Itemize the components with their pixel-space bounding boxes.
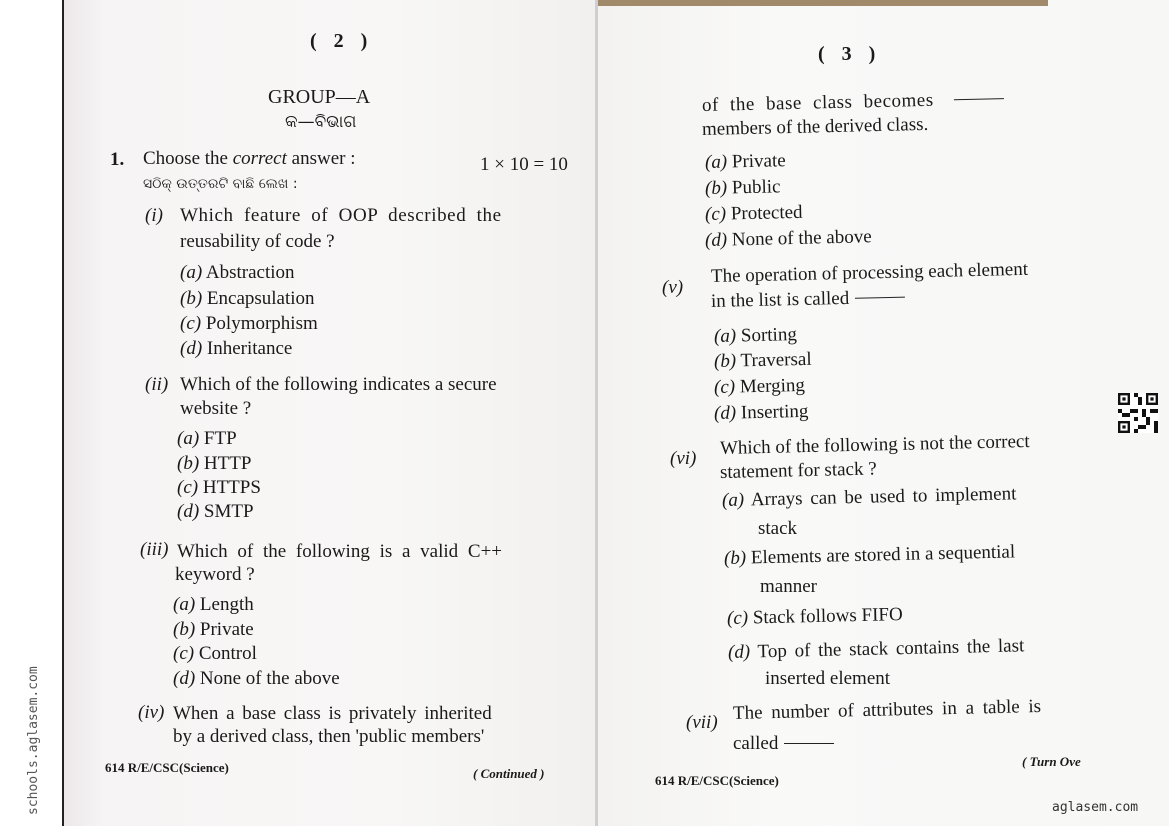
instruction-odia: ସଠିକ୍ ଉତ୍ତରଟି ବାଛି ଲେଖ : (143, 176, 298, 192)
option: (d) Top of the stack contains the last (727, 635, 1025, 663)
continued-note: ( Continued ) (473, 766, 545, 781)
option: (c) Protected (704, 201, 803, 225)
question-i-number: (i) (145, 205, 163, 226)
option: (b) Traversal (713, 348, 812, 372)
question-iii-line2: keyword ? (175, 564, 255, 585)
group-title: GROUP—A (268, 86, 371, 108)
marks: 1 × 10 = 10 (480, 154, 568, 175)
option-continuation: manner (760, 576, 817, 597)
question-vii-number: (vii) (686, 712, 718, 733)
turn-over-note: ( Turn Ove (1022, 754, 1081, 769)
option: (a) Private (704, 150, 786, 173)
question-ii-line2: website ? (180, 398, 252, 419)
question-vi-number: (vi) (670, 448, 697, 469)
option: (c) Control (173, 643, 257, 664)
watermark-bottom-right: aglasem.com (1052, 800, 1139, 815)
option: (b) Private (173, 619, 254, 640)
question-vii-line2: called (733, 733, 834, 755)
option-continuation: stack (758, 518, 798, 539)
option: (d) Inheritance (180, 338, 293, 359)
option: (a) Length (173, 594, 254, 615)
option: (a) Sorting (713, 324, 798, 347)
question-v-line1: The operation of processing each element (710, 258, 1029, 287)
question-vi-line1: Which of the following is not the correct (719, 430, 1030, 459)
question-number: 1. (110, 149, 125, 170)
page-number-left: ( 2 ) (310, 30, 374, 52)
option: (a) Arrays can be used to implement (721, 483, 1017, 511)
continuation-line1: of the base class becomes (702, 88, 1004, 117)
question-v-number: (v) (662, 277, 684, 298)
watermark-vertical: schools.aglasem.com (26, 666, 41, 815)
question-i-line1: Which feature of OOP described the (180, 205, 502, 226)
option: (b) Elements are stored in a sequential (723, 541, 1016, 569)
question-iv-line1: When a base class is privately inherited (173, 703, 492, 724)
option: (d) Inserting (713, 400, 809, 424)
option: (b) HTTP (177, 453, 252, 474)
question-i-line2: reusability of code ? (180, 231, 335, 252)
option: (b) Public (704, 176, 781, 199)
question-ii-line1: Which of the following indicates a secure (180, 374, 497, 395)
instruction: Choose the correct answer : (143, 148, 356, 169)
option: (d) None of the above (173, 668, 340, 689)
question-vi-line2: statement for stack ? (719, 458, 877, 483)
group-title-odia: କ—ବିଭାଗ (285, 112, 357, 132)
question-ii-number: (ii) (145, 374, 169, 395)
qr-code-icon (1118, 393, 1158, 433)
option: (b) Encapsulation (180, 288, 315, 309)
question-iii-number: (iii) (140, 539, 169, 560)
question-vii-line1: The number of attributes in a table is (732, 696, 1042, 724)
option: (c) Merging (713, 374, 806, 398)
question-iv-line2: by a derived class, then 'public members' (173, 726, 485, 747)
page-top-edge (598, 0, 1048, 6)
question-iii-line1: Which of the following is a valid C++ (177, 541, 503, 562)
option: (a) Abstraction (180, 262, 295, 283)
continuation-line2: members of the derived class. (701, 113, 929, 140)
option-continuation: inserted element (765, 668, 891, 689)
option: (d) None of the above (704, 226, 872, 251)
option: (c) HTTPS (177, 477, 261, 498)
option: (d) SMTP (177, 501, 254, 522)
option: (a) FTP (177, 428, 237, 449)
question-iv-number: (iv) (138, 702, 165, 723)
option: (c) Polymorphism (180, 313, 318, 334)
paper-code-left: 614 R/E/CSC(Science) (105, 760, 229, 775)
option: (c) Stack follows FIFO (726, 604, 903, 629)
paper-code-right: 614 R/E/CSC(Science) (655, 773, 779, 788)
question-v-line2: in the list is called (711, 287, 906, 313)
page-number-right: ( 3 ) (818, 43, 882, 65)
